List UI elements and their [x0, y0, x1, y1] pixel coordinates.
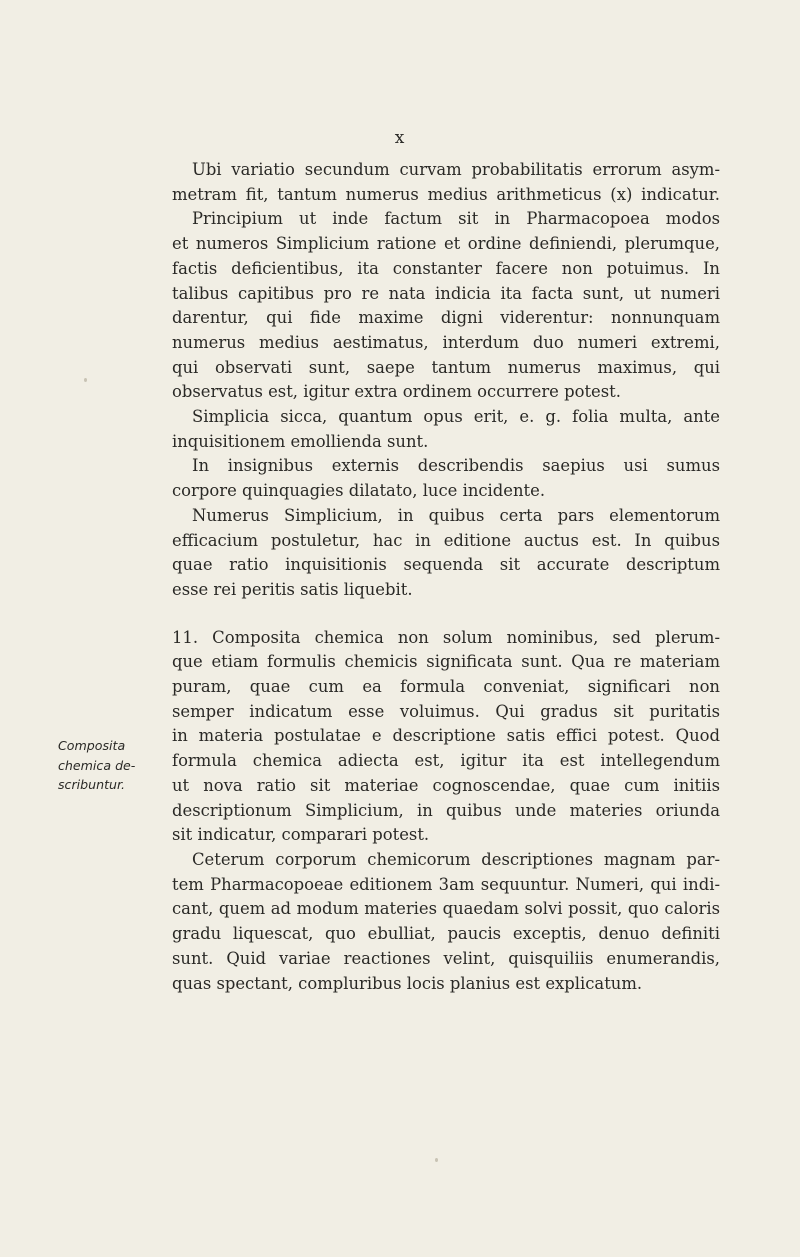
paragraph-variatio [172, 158, 720, 405]
text-line: sunt. Quid variae reactiones velint, quisquiliis enumerandis, [172, 948, 720, 968]
text-line: Numerus Simplicium, in quibus certa pars elementorum [192, 505, 720, 525]
text-line: corpore quinquagies dilatato, luce incidente. [172, 481, 546, 501]
text-line: esse rei peritis satis liquebit. [172, 579, 413, 599]
text-line: qui observati sunt, saepe tantum numerus maximus, qui [172, 357, 720, 377]
paragraph-simplicia-sicca [172, 405, 720, 454]
paragraph-numerus-simplicium [172, 504, 720, 603]
text-line: et numeros Simplicium ratione et ordine definiendi, plerumque, [172, 234, 720, 254]
text-line: Ubi variatio secundum curvam probabilitatis errorum asym- [192, 160, 720, 179]
marginal-note [58, 736, 160, 795]
text-line: numerus medius aestimatus, interdum duo numeri extremi, [172, 332, 720, 352]
text-line: darentur, qui fide maxime digni viderentur: nonnunquam [172, 308, 720, 328]
text-line: observatus est, igitur extra ordinem occurrere potest. [172, 382, 621, 402]
text-line: quas spectant, compluribus locis planius est explicatum. [172, 973, 643, 993]
paper-speck [84, 378, 87, 382]
text-line: que etiam formulis chemicis significata sunt. Qua re materiam [172, 652, 720, 672]
text-line: sit indicatur, comparari potest. [172, 825, 430, 845]
text-line: ut nova ratio sit materiae cognoscendae, quae cum initiis [172, 775, 720, 795]
text-line: Ceterum corporum chemicorum descriptiones magnam par- [192, 849, 720, 869]
text-line: talibus capitibus pro re nata indicia ita facta sunt, ut numeri [172, 283, 720, 303]
text-line: formula chemica adiecta est, igitur ita est intellegendum [172, 751, 720, 771]
body-text [172, 158, 720, 996]
marginal-note-line: chemica de- [58, 757, 136, 773]
paragraph-composita-chemica [172, 626, 720, 848]
text-line: semper indicatum esse voluimus. Qui gradus sit puritatis [172, 701, 720, 721]
marginal-note-line: scribuntur. [58, 777, 126, 792]
page-number: x [394, 128, 406, 148]
text-line: tem Pharmacopoeae editionem 3am sequuntur. Numeri, qui indi- [172, 874, 720, 894]
text-line: metram fit, tantum numerus medius arithmeticus (x) indicatur. [172, 184, 720, 204]
text-line: Principium ut inde factum sit in Pharmacopoea modos [192, 209, 720, 229]
text-line: quae ratio inquisitionis sequenda sit accurate descriptum [172, 555, 720, 575]
text-line: puram, quae cum ea formula conveniat, significari non [172, 677, 720, 697]
text-line: Simplicia sicca, quantum opus erit, e. g. folia multa, ante [192, 407, 720, 427]
text-line: inquisitionem emollienda sunt. [172, 431, 429, 451]
paragraph-insignibus [172, 454, 720, 503]
text-line: gradu liquescat, quo ebulliat, paucis exceptis, denuo definiti [172, 924, 720, 944]
text-line: 11. Composita chemica non solum nominibus, sed plerum- [172, 627, 720, 647]
text-line: efficacium postuletur, hac in editione auctus est. In quibus [172, 530, 720, 550]
text-line: In insignibus externis describendis saepius usi sumus [192, 456, 720, 476]
section-gap [172, 603, 720, 626]
text-line: in materia postulatae e descriptione satis effici potest. Quod [172, 726, 720, 746]
text-line: cant, quem ad modum materies quaedam solvi possit, quo caloris [172, 899, 720, 919]
paper-speck [435, 1158, 438, 1162]
text-line: factis deficientibus, ita constanter facere non potuimus. In [172, 258, 720, 278]
marginal-note-line: Composita [58, 738, 126, 753]
paragraph-ceterum [172, 848, 720, 996]
text-line: descriptionum Simplicium, in quibus unde materies oriunda [172, 800, 720, 820]
